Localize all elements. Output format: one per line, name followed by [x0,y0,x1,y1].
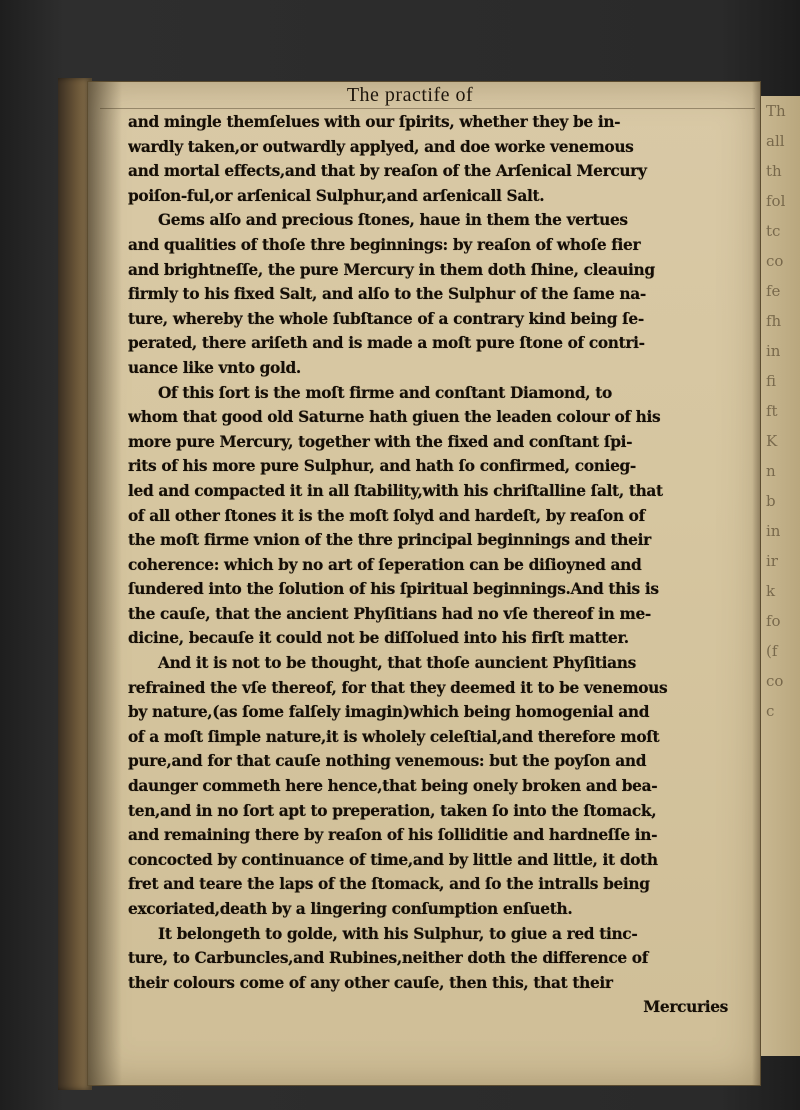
text-line: And it is not to be thought, that thoſe auncient Phyſitians [158,654,636,673]
bleed-through-fragment: b [766,492,776,510]
bleed-through-fragment: in [766,342,781,360]
text-line: ture, whereby the whole ſubſtance of a contrary kind being ſe- [128,309,644,328]
bleed-through-fragment: co [766,672,784,690]
header-rule [100,108,755,109]
text-line: whom that good old Saturne hath giuen the leaden colour of his [128,408,661,427]
text-line: uance like vnto gold. [128,358,301,377]
bleed-through-fragment: fol [766,192,786,210]
adjacent-page-edge [760,96,800,1056]
text-line: their colours come of any other cauſe, then this, that their [128,973,613,992]
text-line: Mercuries [643,998,728,1017]
text-line: and mortal effects,and that by reaſon of the Arſenical Mercury [128,162,647,181]
running-header: The practife of [346,84,474,106]
text-line: Gems alſo and precious ſtones, haue in them the vertues [158,211,628,230]
text-line: and brightneſſe, the pure Mercury in them doth ſhine, cleauing [128,260,655,279]
bleed-through-fragment: ir [766,552,778,570]
body-text [128,110,738,1055]
text-line: It belongeth to golde, with his Sulphur, to giue a red tinc- [158,924,638,943]
bleed-through-fragment: fo [766,612,781,630]
text-line: ten,and in no ſort apt to preperation, taken ſo into the ſtomack, [128,801,657,820]
bleed-through-fragment: n [766,462,776,480]
bleed-through-fragment: fh [766,312,782,330]
text-line: wardly taken,or outwardly applyed, and doe worke venemous [128,137,634,156]
page-crease [752,82,760,1085]
bleed-through-fragment: tc [766,222,781,240]
text-line: ture, to Carbuncles,and Rubines,neither doth the difference of [128,949,648,968]
bleed-through-fragment: k [766,582,776,600]
text-line: poiſon-ful,or arſenical Sulphur,and arſenicall Salt. [128,186,545,205]
bleed-through-fragment: co [766,252,784,270]
text-line: dicine, becauſe it could not be diſſolued into his firſt matter. [128,629,629,648]
text-line: pure,and for that cauſe nothing venemous: but the poyſon and [128,752,647,771]
text-line: Of this ſort is the moſt firme and conſtant Diamond, to [158,383,612,402]
bleed-through-fragment: fe [766,282,781,300]
text-line: and remaining there by reaſon of his ſolliditie and hardneſſe in- [128,826,658,845]
text-line: the moſt firme vnion of the thre principal beginnings and their [128,531,651,550]
bleed-through-fragment: Th [766,102,786,120]
bleed-through-fragment: in [766,522,781,540]
text-line: and qualities of thoſe thre beginnings: by reaſon of whoſe fier [128,235,641,254]
text-line: more pure Mercury, together with the fixed and conſtant ſpi- [128,432,633,451]
bleed-through-fragment: ft [766,402,778,420]
text-line: led and compacted it in all ſtability,with his chriſtalline ſalt, that [128,481,663,500]
text-line: of a moſt ſimple nature,it is wholely celeſtial,and therefore moſt [128,727,660,746]
text-line: perated, there ariſeth and is made a moſt pure ſtone of contri- [128,334,645,353]
bleed-through-fragment: fi [766,372,777,390]
text-line: excoriated,death by a lingering conſumption enſueth. [128,900,573,918]
bleed-through-fragment: (f [766,642,778,660]
bleed-through-fragment: K [766,432,778,450]
text-line: firmly to his fixed Salt, and alſo to the Sulphur of the ſame na- [128,285,646,304]
text-line: of all other ſtones it is the moſt ſolyd and hardeſt, by reaſon of [128,506,645,525]
text-line: concocted by continuance of time,and by little and little, it doth [128,850,658,869]
bleed-through-fragment: th [766,162,782,180]
book-spine-edge [58,78,92,1090]
text-line: the cauſe, that the ancient Phyſitians had no vſe thereof in me- [128,604,651,623]
text-line: fret and teare the laps of the ſtomack, and ſo the intralls being [128,875,650,894]
text-line: daunger commeth here hence,that being onely broken and bea- [128,777,658,796]
text-line: refrained the vſe thereof, for that they deemed it to be venemous [128,678,668,697]
bleed-through-fragment: all [766,132,785,150]
page-gutter-shadow [88,82,122,1085]
text-line: coherence: which by no art of ſeperation can be diſioyned and [128,555,642,574]
text-line: ſundered into the ſolution of his ſpiritual beginnings.And this is [128,580,659,599]
text-line: by nature,(as ſome falſely imagin)which being homogenial and [128,703,650,722]
bleed-through-fragment: c [766,702,775,720]
text-line: and mingle themſelues with our ſpirits, whether they be in- [128,113,621,131]
text-line: rits of his more pure Sulphur, and hath ſo confirmed, conieg- [128,457,636,476]
